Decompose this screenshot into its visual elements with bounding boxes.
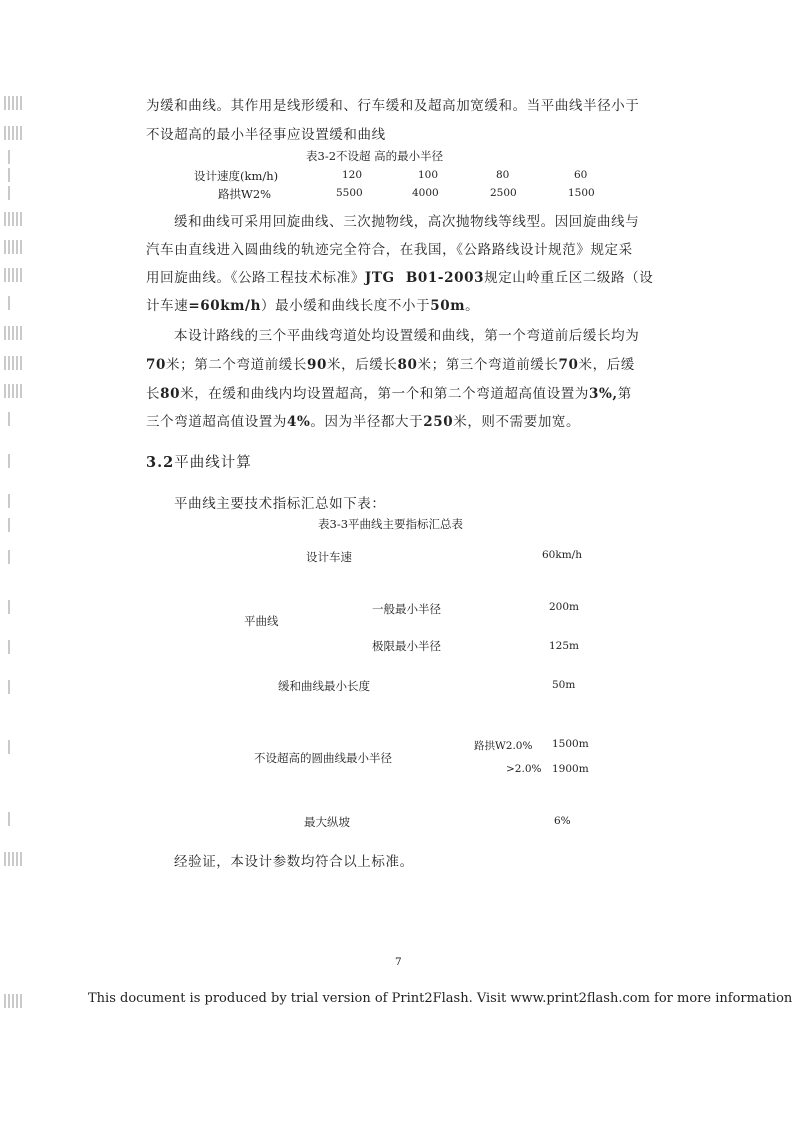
- margin-artifact: [4, 994, 22, 1008]
- table-cell: 60: [574, 169, 588, 181]
- margin-artifact: [4, 126, 22, 140]
- margin-artifact: [8, 168, 12, 182]
- margin-artifact: [8, 412, 12, 426]
- margin-artifact: [8, 296, 12, 310]
- table-cell-label: 缓和曲线最小长度: [278, 679, 370, 693]
- number-value: 4%: [287, 414, 311, 430]
- table-cell-value: 200m: [549, 601, 579, 613]
- table-cell-label: 路拱W2.0%: [474, 740, 533, 752]
- number-value: 90: [307, 357, 327, 373]
- table-cell-value: 50m: [552, 679, 576, 691]
- paragraph-line: 平曲线主要技术指标汇总如下表：: [174, 496, 386, 512]
- table-cell: 1500: [568, 187, 595, 199]
- margin-artifact: [4, 356, 22, 370]
- table-cell-label: 平曲线: [244, 614, 279, 628]
- margin-artifact: [8, 186, 12, 200]
- margin-artifact: [8, 680, 12, 694]
- paragraph-line: 为缓和曲线。其作用是线形缓和、行车缓和及超高加宽缓和。当平曲线半径小于: [146, 98, 640, 114]
- margin-artifact: [4, 240, 22, 254]
- table-cell: 80: [496, 169, 510, 181]
- table-cell: 4000: [412, 187, 439, 199]
- text-run: 米，在缓和曲线内均设置超高，第一个和第二个弯道超高值设置为: [180, 386, 590, 402]
- margin-artifact: [8, 494, 12, 508]
- trial-version-footer: This document is produced by trial version of Print2Flash. Visit www.print2flash.com for more information: [88, 991, 793, 1006]
- margin-artifact: [8, 550, 12, 564]
- margin-artifact: [8, 150, 12, 164]
- paragraph-line: 汽车由直线进入圆曲线的轨迹完全符合，在我国，《公路路线设计规范》规定采: [146, 242, 633, 258]
- paragraph-line: [146, 294, 479, 314]
- table-cell-value: 125m: [549, 640, 579, 652]
- number-value: 80: [397, 357, 418, 373]
- margin-artifact: [8, 518, 12, 532]
- number-value: 70: [146, 357, 166, 373]
- table-cell-value: 60km/h: [542, 549, 582, 561]
- text-run: 第: [617, 386, 632, 402]
- text-run: 。: [465, 298, 480, 314]
- margin-artifact: [8, 812, 12, 826]
- margin-artifact: [4, 268, 22, 282]
- paragraph-line: 缓和曲线可采用回旋曲线、三次抛物线，高次抛物线等线型。因回旋曲线与: [174, 214, 640, 230]
- paragraph-line: [146, 266, 653, 286]
- number-value: 70: [558, 357, 579, 373]
- table-row-label: 设计速度(km/h): [194, 169, 279, 183]
- text-run: 。因为半径都大于: [310, 414, 424, 430]
- text-run: 三个弯道超高值设置为: [146, 414, 287, 430]
- speed-value: =60km/h: [188, 298, 261, 314]
- page-number: 7: [395, 956, 402, 968]
- table-cell-label: 极限最小半径: [372, 639, 441, 653]
- table-cell: 120: [342, 169, 363, 181]
- section-number: 3.2: [146, 454, 175, 471]
- margin-artifact: [8, 454, 12, 468]
- table-cell-label: 一般最小半径: [372, 602, 441, 616]
- margin-artifact: [4, 326, 22, 340]
- section-heading: [146, 451, 252, 472]
- table-cell-label: 设计车速: [306, 550, 352, 564]
- table-cell-value: 1900m: [552, 763, 589, 775]
- text-run: 规定山岭重丘区二级路（设: [484, 270, 654, 286]
- margin-artifact: [4, 852, 22, 866]
- margin-artifact: [8, 740, 12, 754]
- section-title: 平曲线计算: [174, 455, 252, 471]
- margin-artifact: [4, 212, 22, 226]
- number-value: 3%,: [589, 386, 618, 402]
- text-run: 米；第三个弯道前缓长: [417, 357, 559, 373]
- number-value: 250: [423, 414, 454, 430]
- table-cell-value: 6%: [554, 815, 571, 827]
- table-row-label: 路拱W2%: [218, 187, 272, 201]
- margin-artifact: [4, 384, 22, 398]
- paragraph-line: 不设超高的最小半径事应设置缓和曲线: [146, 127, 386, 143]
- table-caption: 表3-3平曲线主要指标汇总表: [318, 517, 464, 531]
- margin-artifact: [4, 96, 22, 110]
- table-cell-label: >2.0%: [506, 763, 542, 775]
- margin-artifact: [8, 600, 12, 614]
- text-run: 米，后缓: [578, 357, 635, 373]
- standard-code: JTG B01-2003: [364, 270, 485, 286]
- paragraph-line: [146, 353, 635, 373]
- text-run: 米，则不需要加宽。: [453, 414, 581, 430]
- table-cell: 100: [418, 169, 439, 181]
- table-cell-label: 不设超高的圆曲线最小半径: [254, 751, 392, 765]
- paragraph-line: [146, 382, 632, 402]
- table-cell: 2500: [490, 187, 517, 199]
- table-cell: 5500: [336, 187, 363, 199]
- text-run: 计车速: [146, 298, 189, 314]
- text-run: 米；第二个弯道前缓长: [166, 357, 307, 373]
- margin-artifact: [8, 640, 12, 654]
- table-cell-value: 1500m: [552, 738, 589, 750]
- paragraph-line: 经验证，本设计参数均符合以上标准。: [174, 854, 414, 870]
- text-run: 米，后缓长: [327, 357, 398, 373]
- table-caption: 表3-2不设超 高的最小半径: [306, 149, 444, 163]
- paragraph-line: 本设计路线的三个平曲线弯道处均设置缓和曲线，第一个弯道前后缓长均为: [174, 328, 640, 344]
- paragraph-line: [146, 410, 580, 430]
- number-value: 80: [160, 386, 181, 402]
- text-run: ）最小缓和曲线长度不小于: [261, 298, 431, 314]
- table-cell-label: 最大纵坡: [304, 815, 350, 829]
- length-value: 50m: [430, 298, 466, 314]
- text-run: 用回旋曲线。《公路工程技术标准》: [146, 270, 365, 286]
- text-run: 长: [146, 386, 161, 402]
